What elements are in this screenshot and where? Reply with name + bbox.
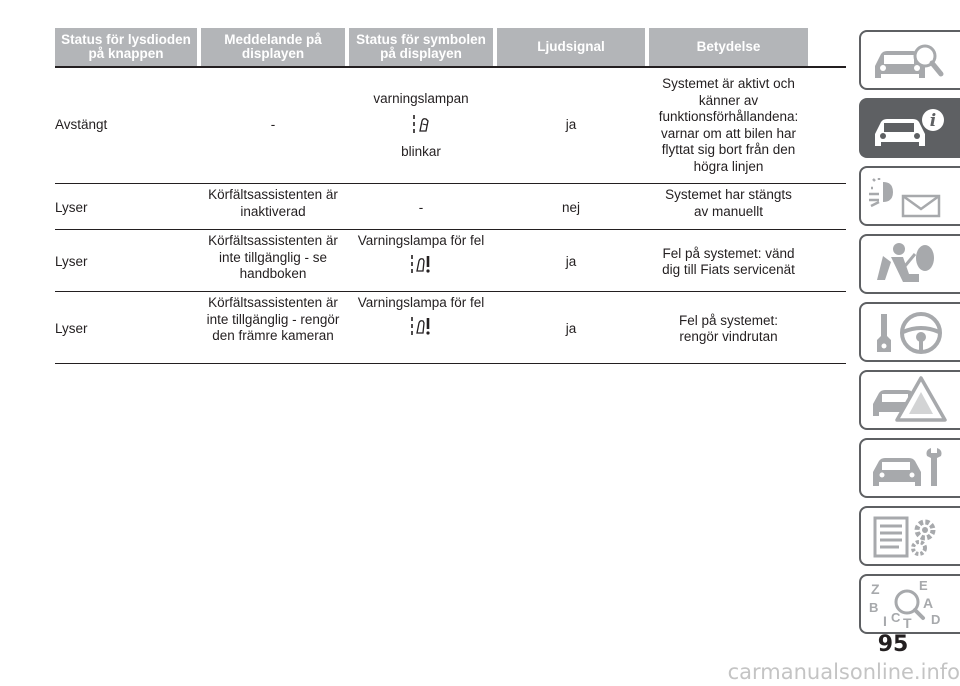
index-letter: A — [923, 595, 934, 611]
lane-departure-icon — [412, 114, 430, 134]
car-info-icon — [869, 104, 949, 154]
header-meaning: Betydelse — [649, 28, 808, 66]
cell-meaning: Fel på systemet: rengör vindrutan — [678, 312, 779, 344]
cell-meaning: Systemet är aktivt och känner av funktionsförhållandena: varnar om att bilen har flyttat sig bort från den högra linjen — [658, 76, 799, 174]
header-sound-signal: Ljudsignal — [497, 28, 645, 66]
chapter-tab-start-driving[interactable] — [859, 302, 960, 362]
key-steering-icon — [869, 308, 949, 358]
cell-sound: nej — [561, 199, 580, 215]
cell-symbol — [349, 230, 493, 291]
cell-message: Körfältsassistenten är inte tillgänglig - rengör den främre kameran — [206, 295, 340, 343]
index-letter: I — [883, 613, 887, 629]
cell-message: - — [270, 117, 276, 133]
car-search-icon — [869, 36, 949, 86]
chapter-tab-car-info[interactable] — [859, 98, 960, 158]
cell-meaning: Systemet har stängts av manuellt — [665, 187, 792, 219]
lights-message-icon — [869, 172, 949, 222]
cell-led-status: Avstängt — [55, 117, 108, 133]
cell-symbol-label: Varningslampa för fel — [357, 295, 485, 310]
alphabet-index-icon — [869, 580, 949, 630]
cell-message: Körfältsassistenten är inte tillgänglig - se handboken — [208, 233, 338, 281]
cell-symbol — [349, 292, 493, 363]
table-row — [55, 292, 846, 364]
cell-meaning: Fel på systemet: vänd dig till Fiats servicenät — [662, 245, 795, 277]
chapter-tab-emergency[interactable] — [859, 370, 960, 430]
cell-sound: ja — [565, 253, 577, 269]
lane-fault-icon — [410, 254, 432, 274]
chapter-tab-index[interactable] — [859, 574, 960, 634]
cell-symbol-state: blinkar — [401, 143, 441, 159]
cell-sound: ja — [565, 320, 577, 336]
table-row — [55, 230, 846, 292]
index-letter: D — [931, 612, 941, 627]
car-warning-triangle-icon — [869, 376, 949, 426]
cell-symbol: - — [418, 199, 424, 215]
index-letter: C — [891, 610, 901, 625]
index-letter: Z — [871, 581, 880, 597]
cell-led-status: Lyser — [55, 253, 88, 269]
specs-gear-icon — [869, 512, 949, 562]
page-number: 95 — [877, 632, 909, 657]
cell-symbol-label: varningslampan — [373, 91, 469, 106]
cell-led-status: Lyser — [55, 320, 88, 336]
watermark: carmanualsonline.info — [727, 660, 960, 684]
table-header — [55, 28, 846, 68]
cell-symbol-label: Varningslampa för fel — [357, 233, 485, 248]
index-letter: T — [903, 615, 912, 630]
index-letter: B — [869, 600, 879, 615]
lane-fault-icon — [410, 316, 432, 336]
chapter-tab-technical-data[interactable] — [859, 506, 960, 566]
chapter-tab-safety[interactable] — [859, 234, 960, 294]
header-display-message: Meddelande på displayen — [201, 28, 345, 66]
chapter-tab-car-search[interactable] — [859, 30, 960, 90]
lane-assist-status-table — [55, 28, 846, 364]
index-letter: E — [919, 580, 928, 593]
header-symbol-status: Status för symbolen på displayen — [349, 28, 493, 66]
svg-text:i: i — [929, 111, 937, 131]
chapter-tab-maintenance[interactable] — [859, 438, 960, 498]
airbag-seat-icon — [869, 240, 949, 290]
header-led-status: Status för lysdioden på knappen — [55, 28, 197, 66]
car-wrench-icon — [869, 444, 949, 494]
cell-message: Körfältsassistenten är inaktiverad — [208, 187, 338, 219]
cell-led-status: Lyser — [55, 199, 88, 215]
cell-symbol — [349, 68, 493, 183]
chapter-tab-lights-messages[interactable] — [859, 166, 960, 226]
table-row — [55, 68, 846, 184]
table-row — [55, 184, 846, 230]
cell-sound: ja — [565, 117, 577, 133]
